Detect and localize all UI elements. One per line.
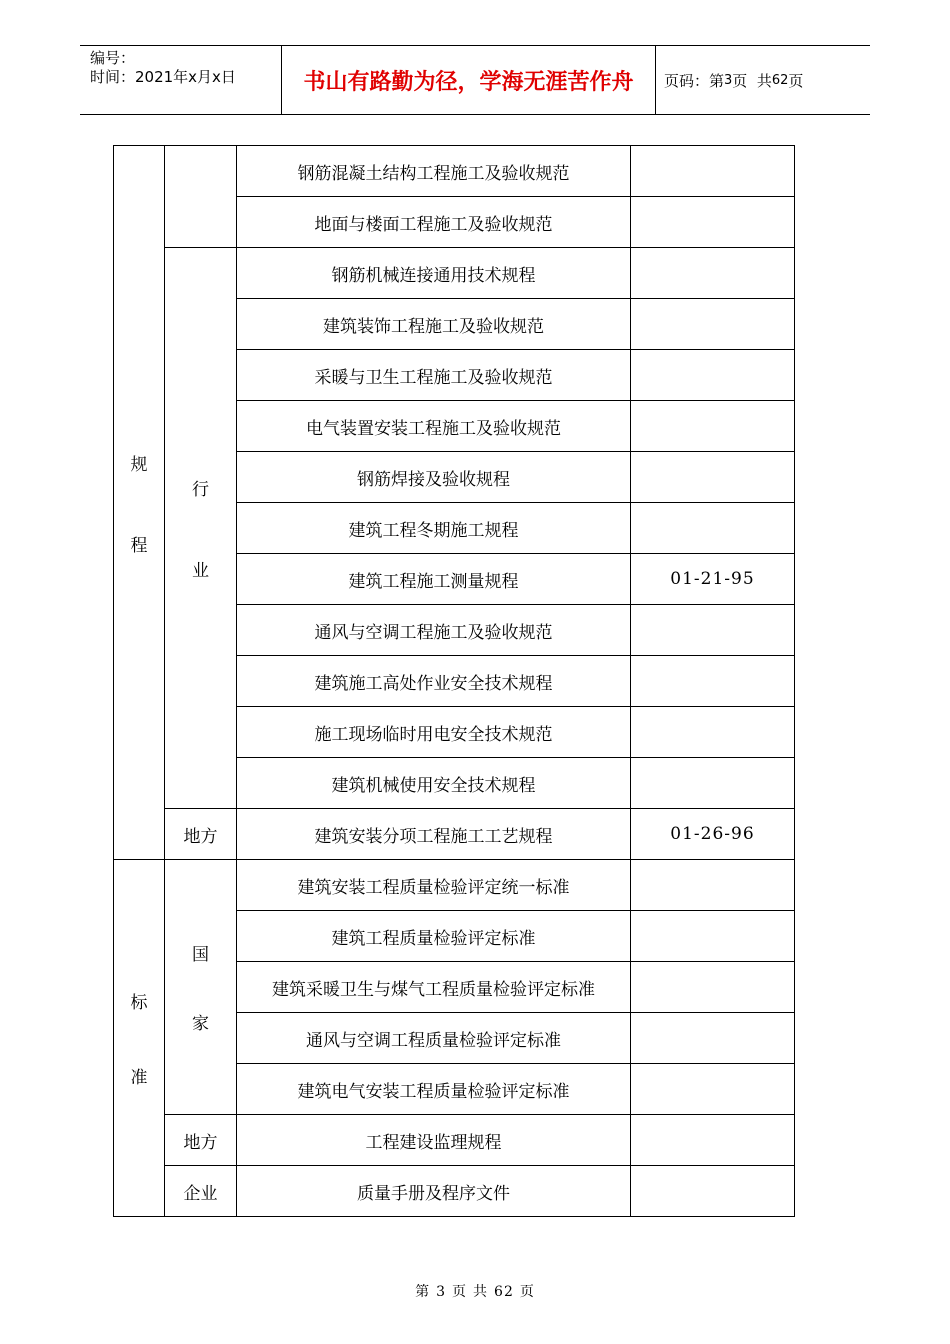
row-code xyxy=(631,146,795,197)
subgroup-local: 地方 xyxy=(165,1115,237,1166)
footer-suffix: 页 xyxy=(519,1284,535,1300)
table-row xyxy=(114,809,795,860)
row-name: 建筑电气安装工程质量检验评定标准 xyxy=(237,1064,631,1115)
subgroup-industry xyxy=(165,248,237,809)
row-name: 质量手册及程序文件 xyxy=(237,1166,631,1217)
standards-table xyxy=(113,145,795,1217)
page-suffix: 页 xyxy=(788,71,804,90)
row-name: 建筑机械使用安全技术规程 xyxy=(237,758,631,809)
row-name: 钢筋混凝土结构工程施工及验收规范 xyxy=(237,146,631,197)
row-code xyxy=(631,605,795,656)
group-char: 业 xyxy=(192,561,209,581)
row-name: 建筑施工高处作业安全技术规程 xyxy=(237,656,631,707)
group-regulations xyxy=(114,146,165,860)
group-char: 标 xyxy=(130,993,148,1013)
row-code xyxy=(631,707,795,758)
footer-mid1: 页 xyxy=(452,1284,468,1300)
row-code xyxy=(631,1115,795,1166)
row-name: 钢筋焊接及验收规程 xyxy=(237,452,631,503)
header-meta xyxy=(80,46,280,114)
page-footer xyxy=(0,1281,950,1301)
page-total: 62 xyxy=(771,72,789,88)
subgroup-blank xyxy=(165,146,237,248)
table-row xyxy=(114,248,795,299)
row-name: 建筑采暖卫生与煤气工程质量检验评定标准 xyxy=(237,962,631,1013)
subgroup-national xyxy=(165,860,237,1115)
row-name: 建筑安装工程质量检验评定统一标准 xyxy=(237,860,631,911)
row-code xyxy=(631,503,795,554)
row-name: 通风与空调工程施工及验收规范 xyxy=(237,605,631,656)
row-code xyxy=(631,1064,795,1115)
footer-prefix: 第 xyxy=(415,1284,431,1300)
row-name: 地面与楼面工程施工及验收规范 xyxy=(237,197,631,248)
group-standards xyxy=(114,860,165,1217)
code-label: 编号： xyxy=(90,49,136,67)
row-code: 01-26-96 xyxy=(631,809,795,860)
group-char: 家 xyxy=(192,1014,209,1034)
row-code xyxy=(631,401,795,452)
row-code xyxy=(631,248,795,299)
group-char: 准 xyxy=(130,1068,148,1088)
time-label: 时间：2021年x月x日 xyxy=(90,68,236,86)
footer-mid2: 共 xyxy=(473,1284,489,1300)
row-name: 建筑安装分项工程施工工艺规程 xyxy=(237,809,631,860)
group-char: 国 xyxy=(192,945,209,965)
row-name: 施工现场临时用电安全技术规范 xyxy=(237,707,631,758)
table-row xyxy=(114,146,795,197)
row-name: 建筑工程施工测量规程 xyxy=(237,554,631,605)
row-name: 工程建设监理规程 xyxy=(237,1115,631,1166)
page-mid: 页 共 xyxy=(732,71,772,90)
footer-total: 62 xyxy=(494,1284,514,1300)
row-code xyxy=(631,350,795,401)
row-name: 电气装置安装工程施工及验收规范 xyxy=(237,401,631,452)
row-code: 01-21-95 xyxy=(631,554,795,605)
row-name: 建筑工程冬期施工规程 xyxy=(237,503,631,554)
table-row xyxy=(114,860,795,911)
row-code xyxy=(631,911,795,962)
row-name: 通风与空调工程质量检验评定标准 xyxy=(237,1013,631,1064)
table-row xyxy=(114,1166,795,1217)
row-name: 建筑装饰工程施工及验收规范 xyxy=(237,299,631,350)
header-slogan: 书山有路勤为径，学海无涯苦作舟 xyxy=(281,46,656,114)
group-char: 程 xyxy=(130,535,148,556)
row-name: 建筑工程质量检验评定标准 xyxy=(237,911,631,962)
table-row xyxy=(114,1115,795,1166)
row-code xyxy=(631,452,795,503)
page-header xyxy=(80,45,870,115)
row-name: 钢筋机械连接通用技术规程 xyxy=(237,248,631,299)
subgroup-enterprise: 企业 xyxy=(165,1166,237,1217)
row-code xyxy=(631,1013,795,1064)
group-char: 行 xyxy=(192,480,209,500)
row-code xyxy=(631,299,795,350)
subgroup-local: 地方 xyxy=(165,809,237,860)
page-current: 3 xyxy=(724,72,733,88)
row-name: 采暖与卫生工程施工及验收规范 xyxy=(237,350,631,401)
row-code xyxy=(631,197,795,248)
row-code xyxy=(631,656,795,707)
footer-current: 3 xyxy=(436,1284,447,1300)
row-code xyxy=(631,962,795,1013)
page-prefix: 页码：第 xyxy=(664,71,725,90)
row-code xyxy=(631,758,795,809)
row-code xyxy=(631,1166,795,1217)
group-char: 规 xyxy=(130,454,148,475)
header-page-info xyxy=(664,46,870,114)
row-code xyxy=(631,860,795,911)
